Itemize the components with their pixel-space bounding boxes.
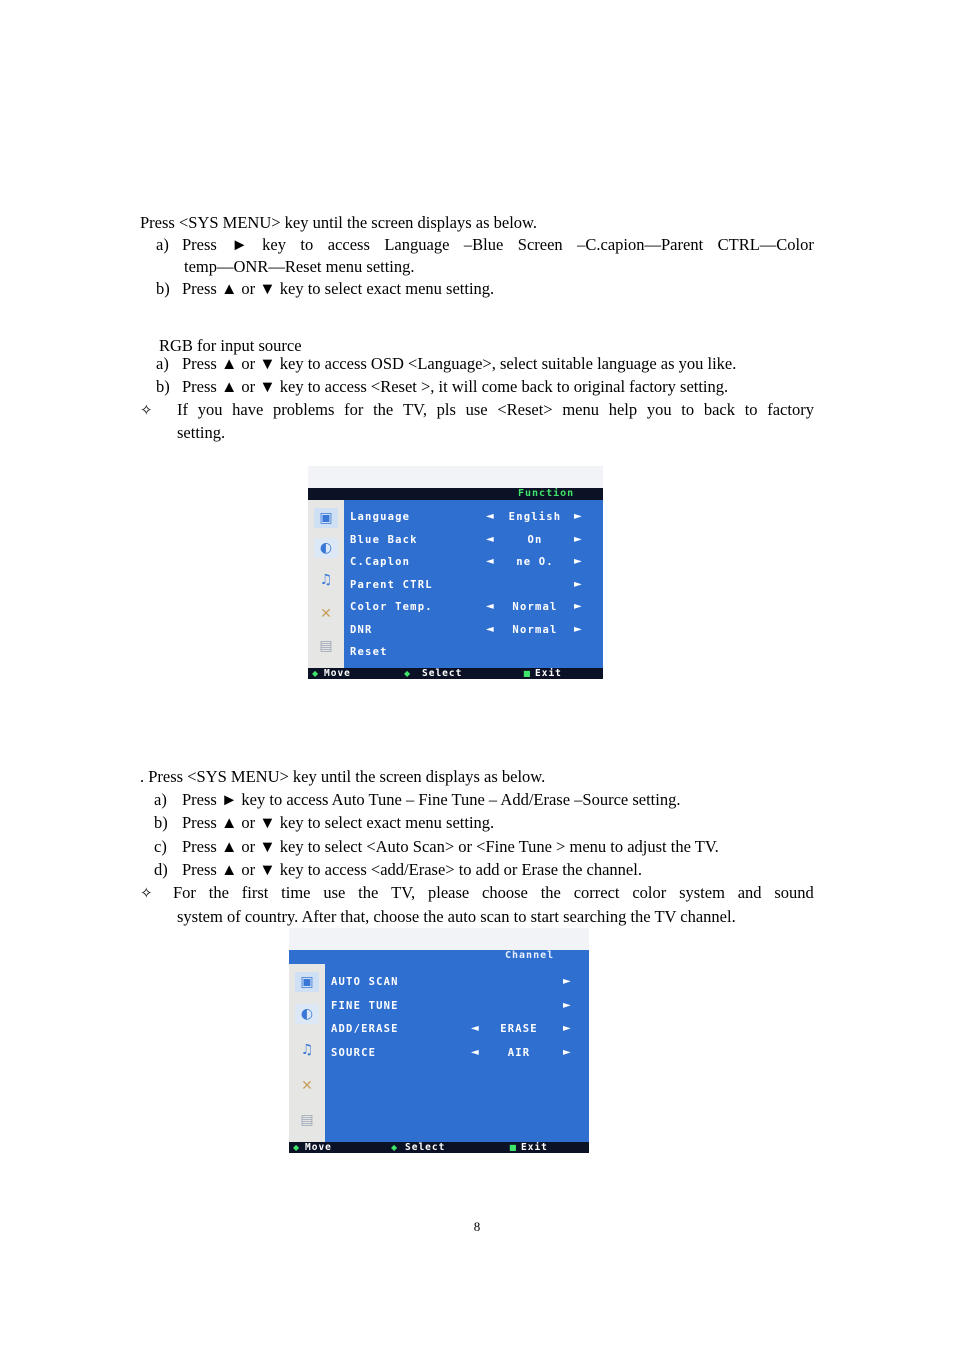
word: system bbox=[679, 883, 725, 902]
word: Language bbox=[384, 235, 450, 254]
menu-item-label[interactable]: ADD/ERASE bbox=[331, 1023, 399, 1035]
menu-item-label[interactable]: DNR bbox=[350, 623, 373, 636]
word: please bbox=[427, 883, 470, 902]
word: to bbox=[744, 400, 758, 419]
left-arrow-icon[interactable]: ◄ bbox=[486, 623, 494, 635]
osd-footer bbox=[308, 668, 603, 679]
footer-select: Select bbox=[405, 1142, 446, 1153]
word: choose bbox=[482, 883, 528, 902]
section3-a-label: a) bbox=[154, 790, 167, 809]
section1-b-label: b) bbox=[156, 279, 170, 298]
function-icon[interactable]: ♫ bbox=[300, 1042, 314, 1058]
word: correct bbox=[573, 883, 620, 902]
osd-channel-screen bbox=[289, 928, 589, 1153]
menu-item-label[interactable]: Blue Back bbox=[350, 533, 418, 546]
right-arrow-icon[interactable]: ► bbox=[574, 511, 582, 522]
section3-a-text: Press ► key to access Auto Tune – Fine Tune – Add/Erase –Source setting. bbox=[182, 790, 681, 809]
move-icon: ◆ bbox=[312, 669, 319, 678]
sound-icon[interactable]: ◐ bbox=[295, 1004, 319, 1024]
word: the bbox=[208, 883, 229, 902]
menu-item-label[interactable]: Color Temp. bbox=[350, 601, 433, 613]
word: the bbox=[358, 883, 379, 902]
menu-item-value: Normal bbox=[512, 601, 558, 613]
footer-exit: Exit bbox=[535, 668, 562, 679]
section2-note-line2: setting. bbox=[177, 423, 226, 442]
menu-item-label[interactable]: AUTO SCAN bbox=[331, 976, 399, 988]
osd-header bbox=[308, 488, 603, 500]
word: menu bbox=[562, 400, 599, 419]
menu-item-value: On bbox=[527, 533, 543, 546]
menu-item-value: ne O. bbox=[516, 556, 554, 568]
word: back bbox=[703, 400, 735, 419]
menu-item-label[interactable]: SOURCE bbox=[331, 1046, 377, 1059]
osd-title: Channel bbox=[505, 950, 555, 961]
section2-b-label: b) bbox=[156, 377, 170, 396]
menu-item-value: English bbox=[508, 511, 562, 523]
word: first bbox=[241, 883, 269, 902]
word: color bbox=[632, 883, 667, 902]
word: time bbox=[281, 883, 311, 902]
section2-a-text: Press ▲ or ▼ key to access OSD <Language>, select suitable language as you like. bbox=[182, 354, 737, 373]
function-icon[interactable]: ♫ bbox=[319, 572, 333, 588]
right-arrow-icon[interactable]: ► bbox=[563, 1023, 571, 1034]
word: –Blue bbox=[463, 235, 504, 254]
left-arrow-icon[interactable]: ◄ bbox=[486, 533, 494, 545]
menu-item-label[interactable]: C.Caplon bbox=[350, 556, 411, 568]
word: help bbox=[608, 400, 638, 419]
sound-icon[interactable]: ◐ bbox=[314, 538, 338, 558]
right-arrow-icon[interactable]: ► bbox=[574, 578, 582, 590]
tools-icon[interactable]: ✕ bbox=[320, 606, 332, 622]
section3-note-line1 bbox=[173, 883, 814, 903]
word: pls bbox=[436, 400, 456, 419]
picture-icon[interactable]: ▣ bbox=[314, 508, 338, 528]
footer-select: Select bbox=[422, 668, 463, 679]
word: <Reset> bbox=[497, 400, 553, 419]
word: the bbox=[540, 883, 561, 902]
word: Screen bbox=[517, 235, 563, 254]
section3-c-label: c) bbox=[154, 837, 167, 856]
word: If bbox=[177, 400, 188, 419]
right-arrow-icon[interactable]: ► bbox=[563, 999, 571, 1011]
section3-intro: . Press <SYS MENU> key until the screen displays as below. bbox=[140, 767, 546, 786]
word: and bbox=[737, 883, 762, 902]
word: problems bbox=[273, 400, 335, 419]
word: –C.capion—Parent bbox=[577, 235, 704, 254]
right-arrow-icon[interactable]: ► bbox=[574, 556, 582, 567]
word: for bbox=[344, 400, 364, 419]
word: access bbox=[327, 235, 370, 254]
section2-note-line1 bbox=[177, 400, 814, 420]
section2-heading: RGB for input source bbox=[159, 336, 302, 355]
menu-item-label[interactable]: Language bbox=[350, 511, 411, 523]
exit-icon: ■ bbox=[509, 1143, 517, 1152]
picture-icon[interactable]: ▣ bbox=[295, 972, 319, 992]
word: the bbox=[373, 400, 394, 419]
osd-top-bar bbox=[289, 928, 589, 950]
osd-header bbox=[289, 950, 589, 962]
left-arrow-icon[interactable]: ◄ bbox=[486, 556, 494, 567]
word: ► bbox=[231, 235, 248, 254]
word: For bbox=[173, 883, 196, 902]
osd-function-screen bbox=[308, 466, 603, 679]
word: sound bbox=[774, 883, 814, 902]
section2-b-text: Press ▲ or ▼ key to access <Reset >, it will come back to original factory setting. bbox=[182, 377, 729, 396]
select-icon: ◆ bbox=[391, 1143, 398, 1152]
osd-menu-list bbox=[344, 500, 603, 668]
footer-exit: Exit bbox=[521, 1142, 548, 1153]
word: you bbox=[197, 400, 223, 419]
channel-icon[interactable]: ▤ bbox=[319, 638, 333, 654]
menu-item-value: AIR bbox=[507, 1046, 531, 1059]
right-arrow-icon[interactable]: ► bbox=[574, 533, 582, 545]
section3-b-label: b) bbox=[154, 813, 168, 832]
right-arrow-icon[interactable]: ► bbox=[563, 1046, 571, 1058]
section2-note-bullet-icon: ✧ bbox=[140, 401, 153, 419]
section1-a-line2: temp—ONR—Reset menu setting. bbox=[184, 257, 415, 276]
osd-title: Function bbox=[518, 488, 575, 499]
section3-d-label: d) bbox=[154, 860, 168, 879]
menu-item-label[interactable]: FINE TUNE bbox=[331, 999, 399, 1012]
word: CTRL—Color bbox=[717, 235, 814, 254]
channel-icon[interactable]: ▤ bbox=[300, 1112, 314, 1128]
section3-d-text: Press ▲ or ▼ key to access <add/Erase> to add or Erase the channel. bbox=[182, 860, 642, 879]
section3-c-text: Press ▲ or ▼ key to select <Auto Scan> or <Fine Tune > menu to adjust the TV. bbox=[182, 837, 719, 856]
menu-item-label[interactable]: Reset bbox=[350, 646, 388, 658]
word: TV, bbox=[391, 883, 416, 902]
section3-b-text: Press ▲ or ▼ key to select exact menu setting. bbox=[182, 813, 495, 832]
word: Press bbox=[182, 235, 217, 254]
left-arrow-icon[interactable]: ◄ bbox=[471, 1023, 479, 1034]
section3-note-bullet-icon: ✧ bbox=[140, 884, 153, 902]
word: TV, bbox=[402, 400, 427, 419]
menu-item-label[interactable]: Parent CTRL bbox=[350, 578, 433, 591]
word: use bbox=[465, 400, 488, 419]
word: have bbox=[232, 400, 264, 419]
section3-note-line2: system of country. After that, choose the auto scan to start searching the TV channel. bbox=[177, 907, 736, 926]
word: use bbox=[323, 883, 346, 902]
left-arrow-icon[interactable]: ◄ bbox=[471, 1046, 479, 1058]
footer-move: Move bbox=[305, 1142, 332, 1153]
left-arrow-icon[interactable]: ◄ bbox=[486, 601, 494, 612]
menu-item-value: Normal bbox=[512, 623, 558, 636]
word: key bbox=[262, 235, 286, 254]
select-icon: ◆ bbox=[404, 669, 411, 678]
right-arrow-icon[interactable]: ► bbox=[574, 601, 582, 612]
section1-a-label: a) bbox=[156, 235, 169, 254]
section2-a-label: a) bbox=[156, 354, 169, 373]
osd-side-icons bbox=[289, 964, 325, 1142]
exit-icon: ■ bbox=[523, 669, 531, 678]
osd-side-icons bbox=[308, 500, 344, 668]
section1-intro: Press <SYS MENU> key until the screen displays as below. bbox=[140, 213, 537, 232]
word: to bbox=[300, 235, 314, 254]
section1-b-text: Press ▲ or ▼ key to select exact menu setting. bbox=[182, 279, 495, 298]
osd-top-bar bbox=[308, 466, 603, 488]
word: to bbox=[681, 400, 695, 419]
word: you bbox=[646, 400, 672, 419]
move-icon: ◆ bbox=[293, 1143, 300, 1152]
left-arrow-icon[interactable]: ◄ bbox=[486, 511, 494, 522]
section1-a-line1 bbox=[182, 235, 814, 255]
right-arrow-icon[interactable]: ► bbox=[574, 623, 582, 635]
word: factory bbox=[767, 400, 814, 419]
osd-menu-list bbox=[325, 964, 589, 1142]
menu-item-value: ERASE bbox=[500, 1023, 538, 1035]
right-arrow-icon[interactable]: ► bbox=[563, 976, 571, 987]
page-number: 8 bbox=[473, 1219, 481, 1234]
footer-move: Move bbox=[324, 668, 351, 679]
osd-footer bbox=[289, 1142, 589, 1153]
tools-icon[interactable]: ✕ bbox=[301, 1078, 313, 1094]
